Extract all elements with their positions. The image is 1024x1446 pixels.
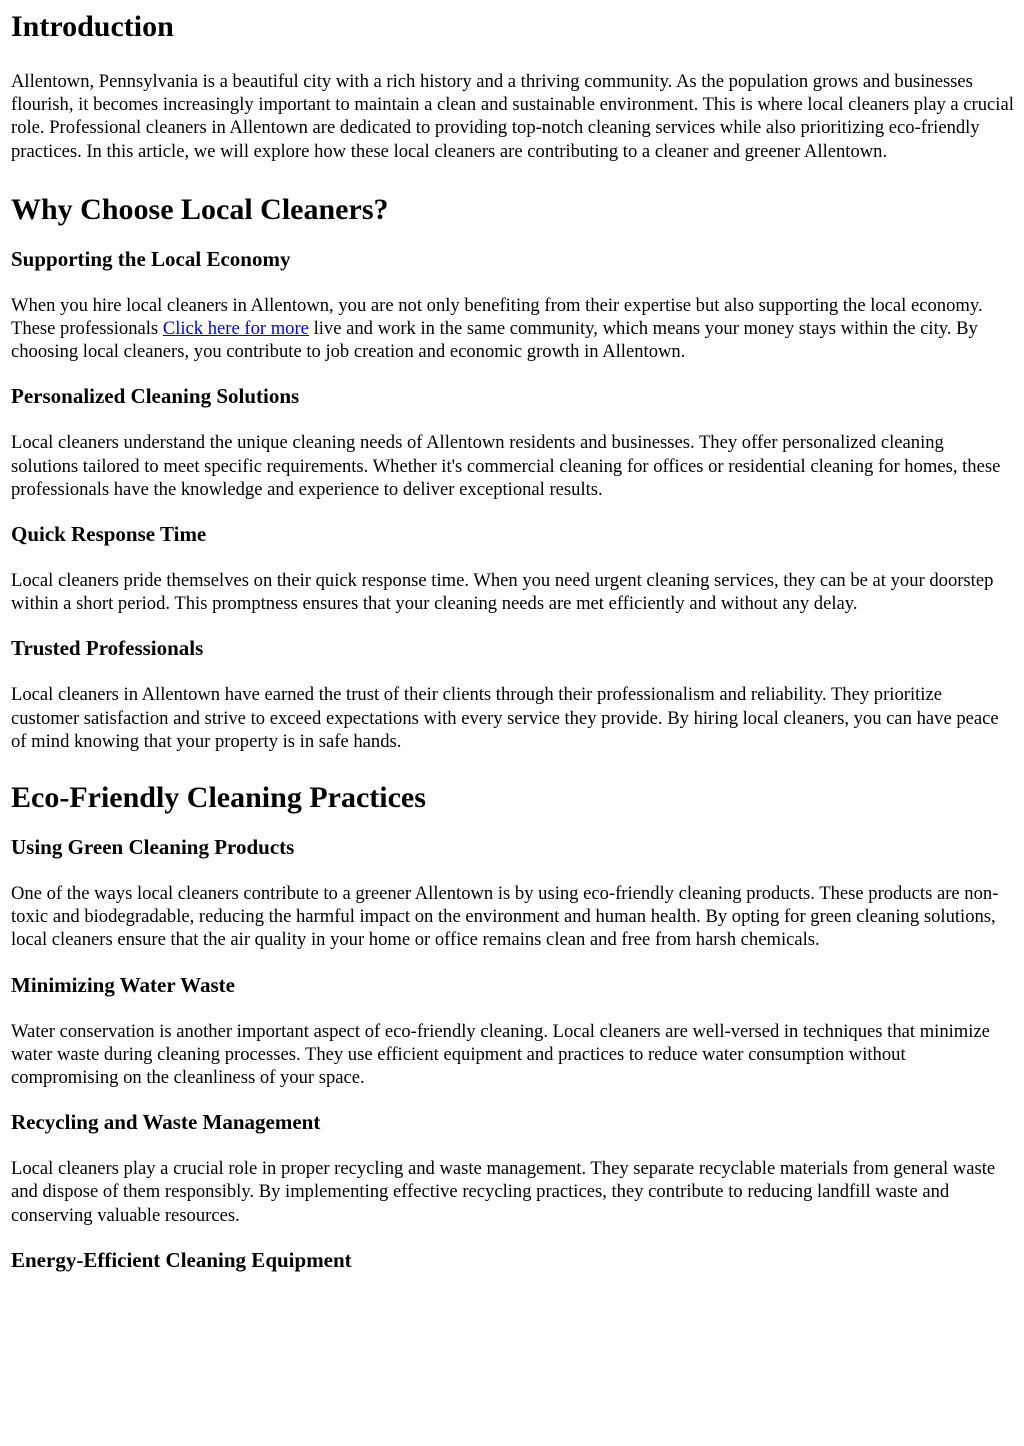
click-here-for-more-link[interactable]: Click here for more bbox=[162, 318, 309, 340]
paragraph-using-green-cleaning-products: One of the ways local cleaners contribute to a greener Allentown is by using eco-friendly cleaning products. These products are non-toxic and biodegradable, reducing the harmful impact on the environment and human health. By opting for green cleaning solutions, local cleaners ensure that the air quality in your home or office remains clean and free from harsh chemicals. bbox=[11, 883, 999, 951]
paragraph-recycling-and-waste-management: Local cleaners play a crucial role in proper recycling and waste management. They separate recyclable materials from general waste and dispose of them responsibly. By implementing effective recycling practices, they contribute to reducing landfill waste and conserving valuable resources. bbox=[11, 1158, 996, 1226]
paragraph-text-after-link: live and work in the same community, which means your money stays within the city. By choosing local cleaners, you contribute to job creation and economic growth in Allentown. bbox=[11, 318, 978, 363]
subheading-using-green-cleaning-products: Using Green Cleaning Products bbox=[11, 835, 295, 860]
subheading-energy-efficient-cleaning-equipment: Energy-Efficient Cleaning Equipment bbox=[11, 1247, 352, 1272]
paragraph-personalized-cleaning-solutions: Local cleaners understand the unique cleaning needs of Allentown residents and businesses. They offer personalized cleaning solutions tailored to meet specific requirements. Whether it's commercial cleaning for offices or residential cleaning for homes, these professionals have the knowledge and experience to deliver exceptional results. bbox=[11, 432, 1001, 500]
subheading-quick-response-time: Quick Response Time bbox=[11, 522, 207, 547]
paragraph-introduction: Allentown, Pennsylvania is a beautiful city with a rich history and a thriving community. As the population grows and businesses flourish, it becomes increasingly important to maintain a clean and sustainable environment. This is where local cleaners play a crucial role. Professional cleaners in Allentown are dedicated to providing top-notch cleaning services while also prioritizing eco-friendly practices. In this article, we will explore how these local cleaners are contributing to a cleaner and greener Allentown. bbox=[11, 71, 1014, 162]
paragraph-text-before-link: When you hire local cleaners in Allentown, you are not only benefiting from their expertise but also supporting the local economy. These professionals bbox=[11, 294, 983, 340]
paragraph-minimizing-water-waste: Water conservation is another important aspect of eco-friendly cleaning. Local cleaners are well-versed in techniques that minimize water waste during cleaning processes. They use efficient equipment and practices to reduce water consumption without compromising on the cleanliness of your space. bbox=[11, 1020, 990, 1089]
subheading-trusted-professionals: Trusted Professionals bbox=[11, 636, 204, 661]
section-heading-why-choose-local-cleaners: Why Choose Local Cleaners? bbox=[11, 192, 389, 226]
section-heading-introduction: Introduction bbox=[11, 10, 174, 43]
subheading-recycling-and-waste-management: Recycling and Waste Management bbox=[11, 1110, 321, 1135]
subheading-personalized-cleaning-solutions: Personalized Cleaning Solutions bbox=[11, 384, 300, 409]
paragraph-trusted-professionals: Local cleaners in Allentown have earned the trust of their clients through their professionalism and reliability. They prioritize customer satisfaction and strive to exceed expectations with every service they provide. By hiring local cleaners, you can have peace of mind knowing that your property is in safe hands. bbox=[11, 684, 999, 752]
subheading-minimizing-water-waste: Minimizing Water Waste bbox=[11, 972, 235, 997]
subheading-supporting-local-economy: Supporting the Local Economy bbox=[11, 246, 291, 271]
paragraph-quick-response-time: Local cleaners pride themselves on their quick response time. When you need urgent cleaning services, they can be at your doorstep within a short period. This promptness ensures that your cleaning needs are met efficiently and without any delay. bbox=[11, 570, 994, 615]
section-heading-eco-friendly-practices: Eco-Friendly Cleaning Practices bbox=[11, 781, 426, 815]
paragraph-supporting-local-economy bbox=[11, 294, 1014, 364]
